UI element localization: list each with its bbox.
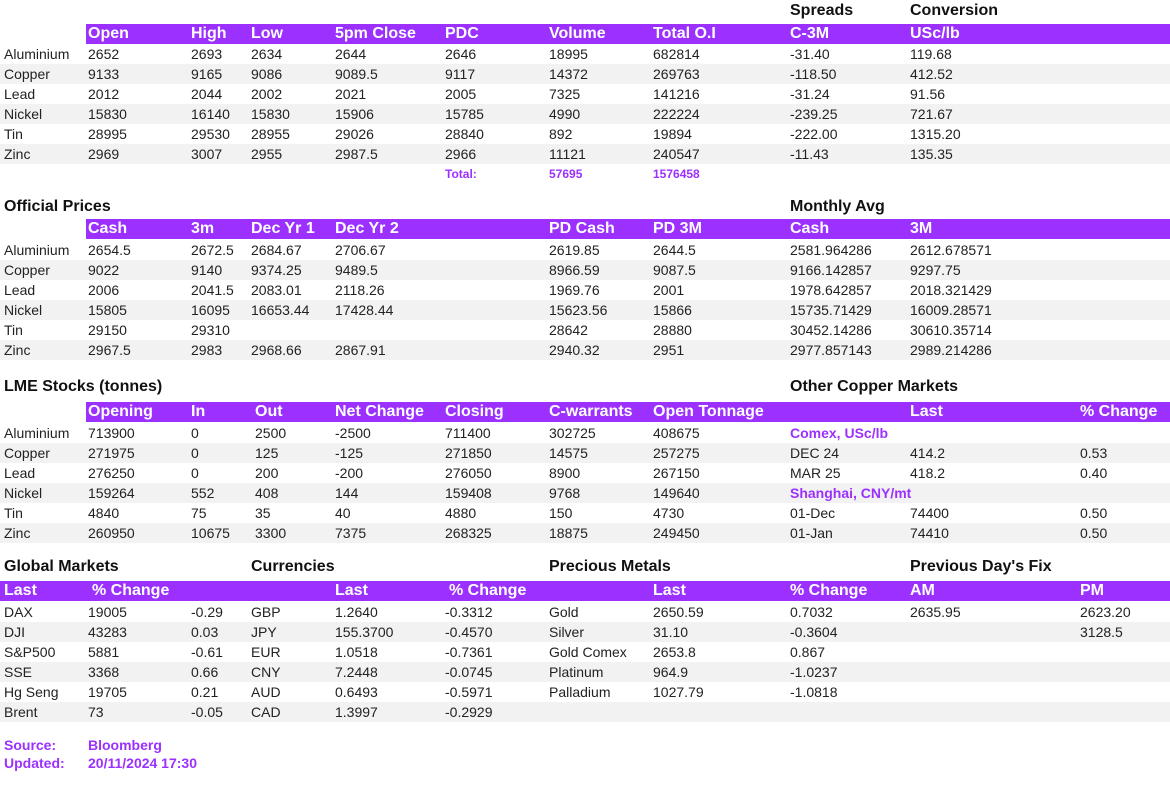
spreads-title: Spreads (790, 2, 854, 19)
currency-change: -0.5971 (445, 684, 493, 700)
precious-last: 31.10 (653, 624, 689, 640)
main-cell: 9117 (445, 66, 476, 82)
metal-name: Tin (4, 126, 23, 142)
main-cell: 15785 (445, 106, 484, 122)
stocks-cell: 4880 (445, 505, 477, 521)
precious-last: 1027.79 (653, 684, 704, 700)
main-cell: 119.68 (910, 46, 952, 62)
main-cell: -31.24 (790, 86, 830, 102)
stocks-cell: 271975 (88, 445, 135, 461)
other-copper-label: Shanghai, CNY/mt (790, 485, 912, 501)
main-cell: 222224 (653, 106, 700, 122)
currency-last: 155.3700 (335, 624, 394, 640)
official-cell: 30610.35714 (910, 322, 992, 338)
other-copper-label: MAR 25 (790, 465, 841, 481)
precious-last: 964.9 (653, 664, 689, 680)
main-cell: 29530 (191, 126, 230, 142)
stocks-cell: 249450 (653, 525, 700, 541)
global-last: 73 (88, 704, 104, 720)
official-cell: 9087.5 (653, 262, 696, 278)
other-copper-last: 74410 (910, 525, 949, 541)
precious-change: -1.0237 (790, 664, 838, 680)
stocks-cell: 4840 (88, 505, 120, 521)
bottom-header-7: PM (1080, 582, 1104, 599)
currency-last: 7.2448 (335, 664, 378, 680)
stocks-cell: 18875 (549, 525, 588, 541)
stocks-cell: -200 (335, 465, 364, 481)
other-copper-title: Other Copper Markets (790, 378, 959, 395)
currency-last: 0.6493 (335, 684, 378, 700)
main-cell: 11121 (549, 146, 586, 162)
currency-name: EUR (251, 644, 281, 660)
main-header-2: Low (251, 25, 283, 42)
metal-name: Aluminium (4, 425, 70, 441)
main-header-5: Volume (549, 25, 606, 42)
bottom-header-5: % Change (790, 582, 868, 599)
metal-name: Nickel (4, 302, 43, 318)
official-cell: 2977.857143 (790, 342, 872, 358)
updated-value: 20/11/2024 17:30 (88, 755, 197, 771)
stocks-cell: 200 (255, 465, 279, 481)
bottom-header-6: AM (910, 582, 935, 599)
main-cell: 2644 (335, 46, 367, 62)
stocks-cell: 125 (255, 445, 279, 461)
global-name: DAX (4, 604, 33, 620)
currency-name: GBP (251, 604, 281, 620)
main-cell: 15830 (251, 106, 290, 122)
currency-name: AUD (251, 684, 281, 700)
stocks-cell: 7375 (335, 525, 367, 541)
official-cell: 8966.59 (549, 262, 600, 278)
stocks-cell: 0 (191, 465, 199, 481)
main-cell: 7325 (549, 86, 581, 102)
main-cell: 28955 (251, 126, 290, 142)
official-cell: 2654.5 (88, 242, 131, 258)
row-stripe (0, 622, 1170, 642)
official-cell: 30452.14286 (790, 322, 872, 338)
official-cell: 2706.67 (335, 242, 386, 258)
official-cell: 9374.25 (251, 262, 302, 278)
stocks-header-4: Closing (445, 403, 504, 420)
metal-name: Tin (4, 505, 23, 521)
other-copper-change: 0.50 (1080, 505, 1108, 521)
metal-name: Aluminium (4, 242, 70, 258)
main-cell: 682814 (653, 46, 700, 62)
bottom-header-1: % Change (92, 582, 170, 599)
other-copper-label: 01-Jan (790, 525, 833, 541)
official-cell: 15866 (653, 302, 692, 318)
main-cell: -239.25 (790, 106, 838, 122)
stocks-cell: 408 (255, 485, 279, 501)
main-cell: 14372 (549, 66, 588, 82)
stocks-cell: 302725 (549, 425, 596, 441)
metal-name: Copper (4, 445, 50, 461)
stocks-cell: 268325 (445, 525, 492, 541)
stocks-cell: 150 (549, 505, 573, 521)
metal-name: Aluminium (4, 46, 70, 62)
main-header-8: USc/lb (910, 25, 960, 42)
main-cell: -31.40 (790, 46, 830, 62)
stocks-header-3: Net Change (335, 403, 424, 420)
other-copper-last: 418.2 (910, 465, 946, 481)
official-cell: 29150 (88, 322, 127, 338)
global-name: S&P500 (4, 644, 56, 660)
metal-name: Copper (4, 262, 50, 278)
source-label: Source: (4, 737, 57, 753)
official-header-3: Dec Yr 2 (335, 220, 399, 237)
main-cell: 269763 (653, 66, 700, 82)
currency-name: JPY (251, 624, 277, 640)
other-copper-change: 0.50 (1080, 525, 1108, 541)
currency-change: -0.7361 (445, 644, 493, 660)
other-copper-change: 0.53 (1080, 445, 1108, 461)
official-cell: 2581.964286 (790, 242, 872, 258)
metal-name: Nickel (4, 485, 43, 501)
main-cell: 135.35 (910, 146, 953, 162)
official-cell: 2983 (191, 342, 223, 358)
official-cell: 2644.5 (653, 242, 696, 258)
currency-change: -0.0745 (445, 664, 493, 680)
official-cell: 2672.5 (191, 242, 234, 258)
main-cell: 2966 (445, 146, 477, 162)
main-cell: 2044 (191, 86, 223, 102)
official-header-6: Cash (790, 220, 830, 237)
official-cell: 2612.678571 (910, 242, 992, 258)
official-cell: 16653.44 (251, 302, 310, 318)
official-cell: 2951 (653, 342, 685, 358)
stocks-header-6: Open Tonnage (653, 403, 764, 420)
main-cell: -118.50 (790, 66, 837, 82)
precious-name: Gold Comex (549, 644, 627, 660)
official-header-1: 3m (191, 220, 215, 237)
official-cell: 9022 (88, 262, 120, 278)
main-cell: 9133 (88, 66, 120, 82)
precious-name: Platinum (549, 664, 604, 680)
stocks-cell: 0 (191, 425, 199, 441)
main-cell: 19894 (653, 126, 692, 142)
global-change: -0.29 (191, 604, 223, 620)
official-cell: 9489.5 (335, 262, 378, 278)
global-last: 19705 (88, 684, 127, 700)
currency-change: -0.2929 (445, 704, 493, 720)
official-cell: 1978.642857 (790, 282, 872, 298)
global-last: 19005 (88, 604, 127, 620)
other-copper-label: DEC 24 (790, 445, 840, 461)
stocks-cell: 2500 (255, 425, 287, 441)
official-cell: 9166.142857 (790, 262, 872, 278)
currency-name: CAD (251, 704, 281, 720)
precious-change: -1.0818 (790, 684, 838, 700)
official-cell: 2118.26 (335, 282, 385, 298)
official-cell: 2018.321429 (910, 282, 992, 298)
other-copper-change: 0.40 (1080, 465, 1108, 481)
stocks-cell: 257275 (653, 445, 700, 461)
stocks-cell: 267150 (653, 465, 700, 481)
metal-name: Lead (4, 86, 36, 102)
main-cell: 16140 (191, 106, 230, 122)
bottom-header-0: Last (4, 582, 37, 599)
conversion-title: Conversion (910, 2, 999, 19)
other-copper-last: 414.2 (910, 445, 946, 461)
stocks-cell: 9768 (549, 485, 581, 501)
other-copper-last: 74400 (910, 505, 949, 521)
global-change: 0.03 (191, 624, 219, 640)
currency-name: CNY (251, 664, 281, 680)
other-copper-label: Comex, USc/lb (790, 425, 889, 441)
currency-last: 1.2640 (335, 604, 378, 620)
main-header-6: Total O.I (653, 25, 716, 42)
currency-last: 1.3997 (335, 704, 378, 720)
main-cell: 3007 (191, 146, 223, 162)
other-copper-label: 01-Dec (790, 505, 836, 521)
stocks-cell: 75 (191, 505, 207, 521)
stocks-cell: 40 (335, 505, 351, 521)
official-cell: 2001 (653, 282, 685, 298)
bottom-header-bar (0, 581, 1170, 601)
official-cell: 15623.56 (549, 302, 608, 318)
global-change: 0.21 (191, 684, 219, 700)
stocks-cell: 144 (335, 485, 359, 501)
main-cell: 2955 (251, 146, 283, 162)
stocks-cell: 4730 (653, 505, 685, 521)
fix-am: 2635.95 (910, 604, 961, 620)
official-cell: 2006 (88, 282, 120, 298)
main-header-3: 5pm Close (335, 25, 416, 42)
official-cell: 2967.5 (88, 342, 131, 358)
main-cell: 2693 (191, 46, 223, 62)
stocks-cell: 552 (191, 485, 215, 501)
main-cell: 141216 (653, 86, 700, 102)
official-header-4: PD Cash (549, 220, 615, 237)
main-cell: 2021 (335, 86, 367, 102)
stocks-cell: 711400 (445, 425, 491, 441)
global-name: DJI (4, 624, 25, 640)
main-cell: 9089.5 (335, 66, 378, 82)
main-cell: 9165 (191, 66, 223, 82)
currency-change: -0.3312 (445, 604, 493, 620)
global-change: 0.66 (191, 664, 219, 680)
main-header-4: PDC (445, 25, 479, 42)
stocks-cell: 35 (255, 505, 271, 521)
official-cell: 9297.75 (910, 262, 961, 278)
main-cell: 15830 (88, 106, 127, 122)
total-label: Total: (445, 167, 477, 181)
official-cell: 15805 (88, 302, 127, 318)
total-oi: 1576458 (653, 167, 700, 181)
main-cell: 892 (549, 126, 573, 142)
other-copper-header-last: Last (910, 403, 943, 420)
stocks-cell: 3300 (255, 525, 287, 541)
official-cell: 9140 (191, 262, 223, 278)
official-prices-title: Official Prices (4, 198, 111, 215)
official-cell: 2041.5 (191, 282, 234, 298)
main-header-1: High (191, 25, 227, 42)
main-header-bar (86, 24, 1170, 44)
official-cell: 2940.32 (549, 342, 600, 358)
official-header-5: PD 3M (653, 220, 702, 237)
global-last: 5881 (88, 644, 120, 660)
stocks-cell: 0 (191, 445, 199, 461)
precious-name: Palladium (549, 684, 611, 700)
global-last: 3368 (88, 664, 120, 680)
main-cell: 1315.20 (910, 126, 961, 142)
main-cell: 2634 (251, 46, 283, 62)
metal-name: Lead (4, 465, 36, 481)
stocks-cell: 8900 (549, 465, 581, 481)
previous-fix-title: Previous Day's Fix (910, 558, 1052, 575)
global-last: 43283 (88, 624, 127, 640)
precious-last: 2650.59 (653, 604, 704, 620)
global-change: -0.05 (191, 704, 223, 720)
precious-change: -0.3604 (790, 624, 838, 640)
stocks-cell: 159408 (445, 485, 492, 501)
metal-name: Lead (4, 282, 36, 298)
stocks-cell: 271850 (445, 445, 492, 461)
stocks-header-2: Out (255, 403, 283, 420)
fix-pm: 2623.20 (1080, 604, 1131, 620)
global-change: -0.61 (191, 644, 223, 660)
official-header-bar (86, 219, 1170, 239)
metal-name: Zinc (4, 525, 31, 541)
metal-name: Tin (4, 322, 23, 338)
stocks-cell: -125 (335, 445, 364, 461)
row-stripe (0, 483, 1170, 503)
fix-pm: 3128.5 (1080, 624, 1123, 640)
stocks-header-0: Opening (88, 403, 153, 420)
precious-name: Gold (549, 604, 579, 620)
main-cell: 721.67 (910, 106, 953, 122)
stocks-cell: 260950 (88, 525, 135, 541)
currency-last: 1.0518 (335, 644, 378, 660)
bottom-header-4: Last (653, 582, 686, 599)
main-cell: -11.43 (790, 146, 829, 162)
official-header-0: Cash (88, 220, 128, 237)
official-cell: 28642 (549, 322, 588, 338)
official-cell: 2083.01 (251, 282, 302, 298)
main-cell: 2002 (251, 86, 283, 102)
official-cell: 16009.28571 (910, 302, 992, 318)
official-cell: 2989.214286 (910, 342, 992, 358)
monthly-avg-title: Monthly Avg (790, 198, 885, 215)
main-cell: 2012 (88, 86, 120, 102)
metal-name: Zinc (4, 342, 31, 358)
main-cell: 18995 (549, 46, 588, 62)
main-cell: 412.52 (910, 66, 953, 82)
global-name: Brent (4, 704, 38, 720)
main-cell: 240547 (653, 146, 700, 162)
official-cell: 2968.66 (251, 342, 302, 358)
official-header-7: 3M (910, 220, 933, 237)
source-value: Bloomberg (88, 737, 162, 753)
stocks-cell: 10675 (191, 525, 230, 541)
bottom-header-3: % Change (449, 582, 527, 599)
main-cell: 9086 (251, 66, 283, 82)
stocks-cell: 276250 (88, 465, 135, 481)
main-cell: 28840 (445, 126, 484, 142)
metal-name: Zinc (4, 146, 31, 162)
currency-change: -0.4570 (445, 624, 493, 640)
stocks-cell: -2500 (335, 425, 371, 441)
main-cell: 2005 (445, 86, 477, 102)
main-cell: 29026 (335, 126, 374, 142)
main-cell: 2969 (88, 146, 120, 162)
metal-name: Nickel (4, 106, 43, 122)
official-cell: 2619.85 (549, 242, 600, 258)
lme-stocks-title: LME Stocks (tonnes) (4, 378, 163, 395)
metal-name: Copper (4, 66, 50, 82)
main-cell: 91.56 (910, 86, 946, 102)
main-cell: -222.00 (790, 126, 838, 142)
main-cell: 4990 (549, 106, 581, 122)
main-header-0: Open (88, 25, 129, 42)
official-cell: 2684.67 (251, 242, 302, 258)
precious-name: Silver (549, 624, 585, 640)
official-cell: 15735.71429 (790, 302, 872, 318)
official-cell: 17428.44 (335, 302, 394, 318)
stocks-cell: 408675 (653, 425, 700, 441)
official-cell: 16095 (191, 302, 230, 318)
main-cell: 15906 (335, 106, 374, 122)
stocks-cell: 159264 (88, 485, 135, 501)
precious-last: 2653.8 (653, 644, 696, 660)
total-volume: 57695 (549, 167, 583, 181)
official-cell: 2867.91 (335, 342, 386, 358)
precious-change: 0.867 (790, 644, 826, 660)
official-cell: 29310 (191, 322, 230, 338)
main-header-7: C-3M (790, 25, 830, 42)
official-cell: 28880 (653, 322, 692, 338)
main-cell: 28995 (88, 126, 127, 142)
main-cell: 2646 (445, 46, 477, 62)
precious-metals-title: Precious Metals (549, 558, 671, 575)
updated-label: Updated: (4, 755, 65, 771)
bottom-header-2: Last (335, 582, 368, 599)
global-name: Hg Seng (4, 684, 59, 700)
precious-change: 0.7032 (790, 604, 833, 620)
official-cell: 1969.76 (549, 282, 600, 298)
stocks-cell: 149640 (653, 485, 700, 501)
currencies-title: Currencies (251, 558, 335, 575)
main-cell: 2987.5 (335, 146, 378, 162)
official-header-2: Dec Yr 1 (251, 220, 315, 237)
stocks-cell: 276050 (445, 465, 492, 481)
global-name: SSE (4, 664, 33, 680)
global-markets-title: Global Markets (4, 558, 119, 575)
stocks-header-1: In (191, 403, 206, 420)
row-stripe (0, 104, 1170, 124)
stocks-header-5: C-warrants (549, 403, 633, 420)
row-stripe (0, 702, 1170, 722)
stocks-cell: 713900 (88, 425, 135, 441)
main-cell: 2652 (88, 46, 120, 62)
stocks-cell: 14575 (549, 445, 588, 461)
other-copper-header-change: % Change (1080, 403, 1158, 420)
